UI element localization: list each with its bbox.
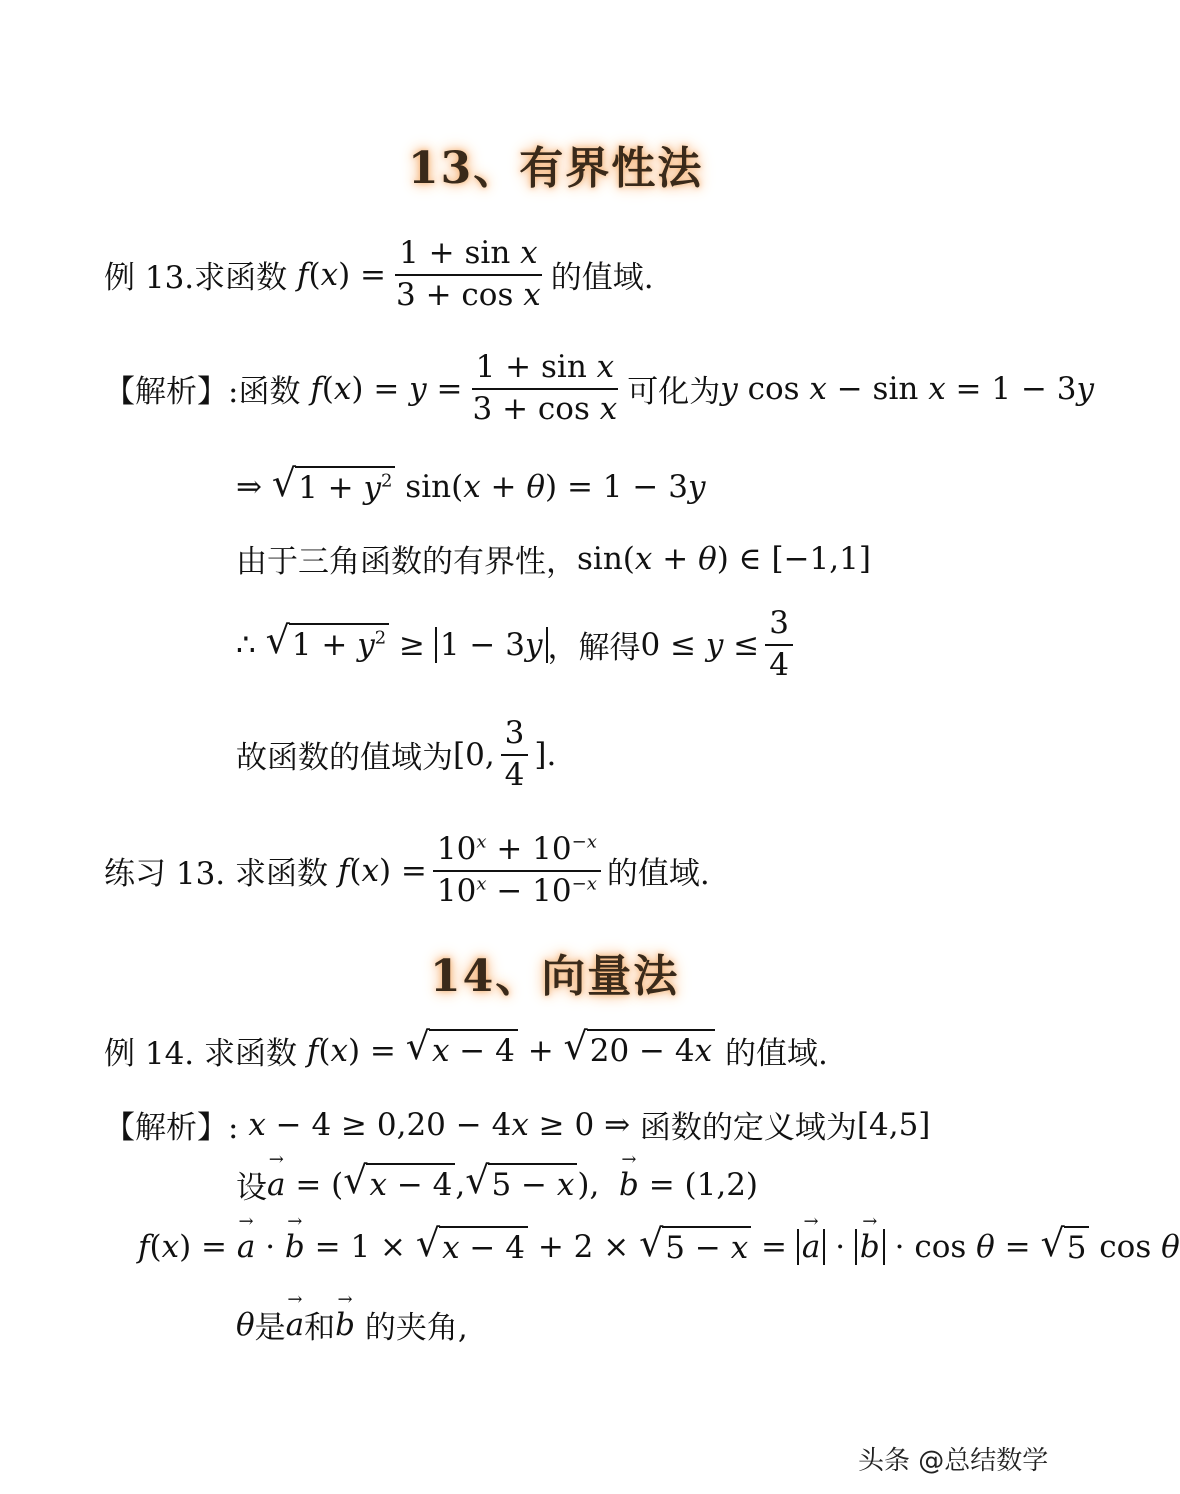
example-14-suffix: 的值域.: [724, 1036, 828, 1072]
example-14-label: 例 14. 求函数: [104, 1036, 298, 1072]
formula-y: f(x) = y =: [310, 370, 463, 407]
sqrt-1y2: √ $1 + y^2$: [272, 466, 396, 508]
solution-13-text-1: 函数: [238, 374, 301, 411]
fraction-13: $\frac{\text{1 + sin x}}{\text{3 + cos x}}$: [396, 235, 541, 313]
example-13: [104, 236, 654, 313]
solution-14-text-2: 设: [236, 1170, 267, 1206]
solution-13-line-1: [104, 350, 1094, 427]
fraction-practice: $\frac{10^x + 10^{-x}}{10^x - 10^{-x}}$: [433, 832, 601, 909]
solution-13-text-2: 可化为: [627, 374, 721, 411]
section-title-14: 14、向量法: [430, 951, 680, 1002]
formula-f13: f(x) =: [297, 256, 387, 293]
solution-13-line-5: 故函数的值域为 [0, $\frac{3}{4}$ ].: [236, 715, 557, 793]
solution-14-text-4a: 是: [254, 1310, 286, 1346]
practice-13-suffix: 的值域.: [606, 856, 710, 893]
solution-14-line-2: 设 → a = ( √ x − 4 , √ 5 − x ), → b = (1,2): [236, 1162, 758, 1207]
solution-14-line-3: f(x) = → a · → b = 1 × √ x − 4 + 2 × √ 5 − x = → a · → b · cos θ = √ 5 cos θ: [138, 1226, 1180, 1268]
solution-13-line-2: ⇒ √ $1 + y^2$ sin(x + θ) = 1 − 3y: [236, 466, 705, 508]
solution-13-label: 【解析】:: [104, 374, 239, 411]
example-14: 例 14. 求函数 f(x) = √ x − 4 + √ 20 − 4x 的值域.: [104, 1024, 828, 1072]
example-13-suffix: 的值域.: [550, 260, 654, 297]
solution-13-line-3: 由于三角函数的有界性， sin(x + θ) ∈ [−1,1]: [236, 536, 871, 581]
example-13-label: 例 13.求函数: [104, 260, 288, 297]
solution-13-text-3: 由于三角函数的有界性，: [236, 544, 577, 580]
solution-13-line-4: ∴ √ $1 + y^2$ ≥ 1 − 3y ，解得 0 ≤ y ≤ $\frac{3}{4}$: [236, 606, 799, 683]
practice-13-label: 练习 13. 求函数: [104, 856, 329, 893]
solution-14-label: 【解析】:: [104, 1110, 239, 1146]
solution-14-text-1: 函数的定义域为: [639, 1110, 857, 1146]
practice-13: 练习 13. 求函数 f(x) = $\frac{10^x + 10^{-x}}{10^x - 10^{-x}}$ 的值域.: [104, 831, 710, 909]
solution-14-text-4c: 的夹角,: [364, 1310, 468, 1346]
solution-13-text-4: ，解得: [547, 630, 641, 667]
section-title-13: 13、有界性法: [408, 143, 704, 194]
solution-13-text-5: 故函数的值域为: [236, 740, 453, 777]
solution-14-line-4: θ 是 → a 和 → b 的夹角,: [236, 1302, 468, 1347]
formula-ycos: y cos x − sin x = 1 − 3y: [720, 370, 1095, 407]
watermark: 头条 @总结数学: [858, 1446, 1049, 1476]
fraction-13b: $\frac{\text{1 + sin x}}{\text{3 + cos x}}$: [472, 349, 618, 427]
solution-14-line-1: 【解析】: x − 4 ≥ 0,20 − 4x ≥ 0 ⇒ 函数的定义域为 [4,5]: [104, 1102, 930, 1147]
solution-14-text-4b: 和: [304, 1310, 336, 1346]
